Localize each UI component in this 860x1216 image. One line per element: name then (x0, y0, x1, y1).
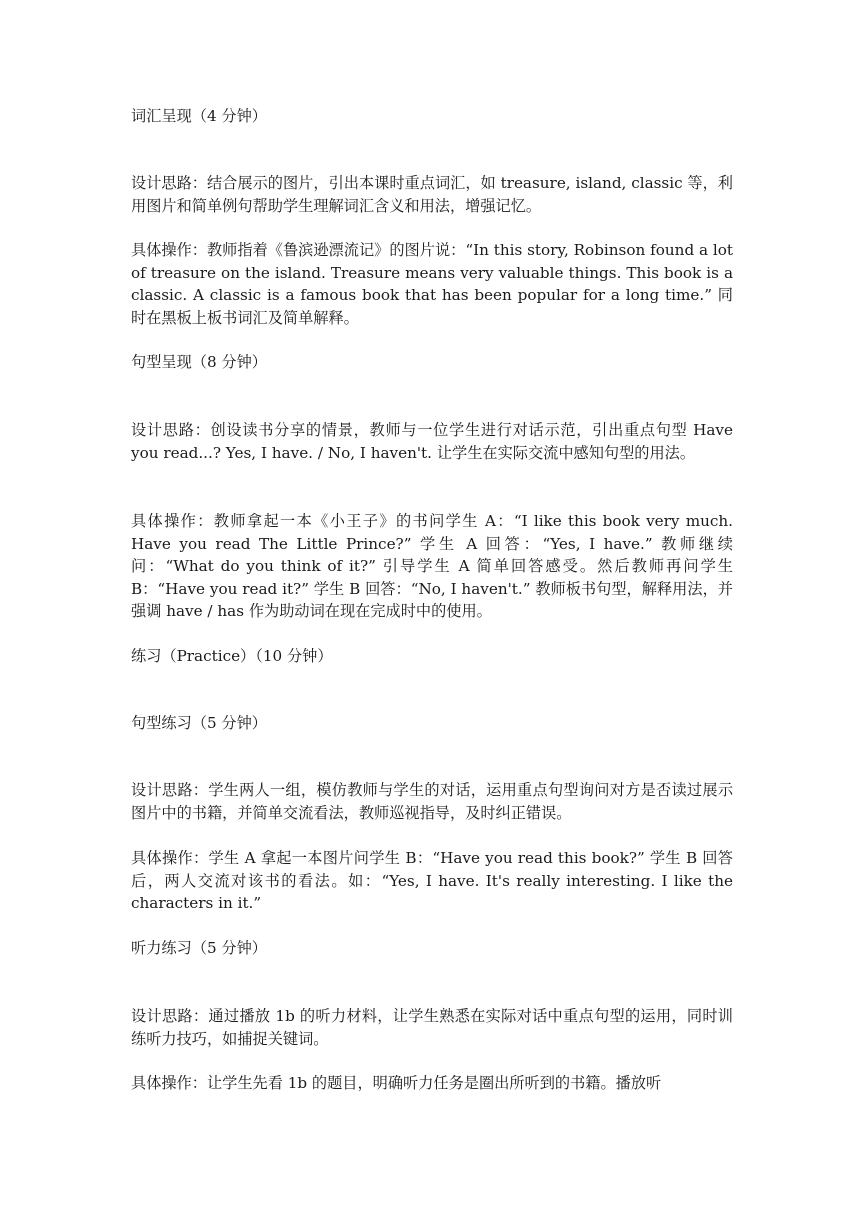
paragraph-procedure: 具体操作：学生 A 拿起一本图片问学生 B：“Have you read this book?” 学生 B 回答后，两人交流对该书的看法。如：“Yes, I have. It's really interesting. I like the characters in it.” (131, 849, 733, 912)
paragraph-design-idea: 设计思路：通过播放 1b 的听力材料，让学生熟悉在实际对话中重点句型的运用，同时训练听力技巧，如捕捉关键词。 (131, 1007, 733, 1048)
section-heading-listening: 听力练习（5 分钟） (131, 939, 267, 957)
paragraph-design-idea: 设计思路：结合展示的图片，引出本课时重点词汇，如 treasure, island, classic 等，利用图片和简单例句帮助学生理解词汇含义和用法，增强记忆。 (131, 174, 733, 215)
section-heading-pattern-practice: 句型练习（5 分钟） (131, 714, 267, 732)
paragraph-design-idea: 设计思路：创设读书分享的情景，教师与一位学生进行对话示范，引出重点句型 Have you read...? Yes, I have. / No, I haven't. 让学生在实际交流中感知句型的用法。 (131, 421, 733, 462)
paragraph-procedure: 具体操作：教师拿起一本《小王子》的书问学生 A：“I like this book very much. Have you read The Little Prince?” 学生 A 回答：“Yes, I have.” 教师继续问：“What do you think of it?” 引导学生 A 简单回答感受。然后教师再问学生 B：“Have you read it?” 学生 B 回答：“No, I haven't.” 教师板书句型，解释用法，并强调 have / has 作为助动词在现在完成时中的使用。 (131, 512, 733, 620)
paragraph-design-idea: 设计思路：学生两人一组，模仿教师与学生的对话，运用重点句型询问对方是否读过展示图片中的书籍，并简单交流看法，教师巡视指导，及时纠正错误。 (131, 781, 733, 822)
section-heading-sentence-patterns: 句型呈现（8 分钟） (131, 353, 267, 371)
paragraph-procedure: 具体操作：教师指着《鲁滨逊漂流记》的图片说：“In this story, Robinson found a lot of treasure on the island. Treasure means very valuable things. This book is a classic. A classic is a famous book that has been popular for a long time.” 同时在黑板上板书词汇及简单解释。 (131, 241, 733, 327)
section-heading-vocabulary: 词汇呈现（4 分钟） (131, 107, 267, 125)
section-heading-practice: 练习（Practice）（10 分钟） (131, 647, 333, 665)
paragraph-procedure: 具体操作：让学生先看 1b 的题目，明确听力任务是圈出所听到的书籍。播放听 (131, 1074, 662, 1092)
